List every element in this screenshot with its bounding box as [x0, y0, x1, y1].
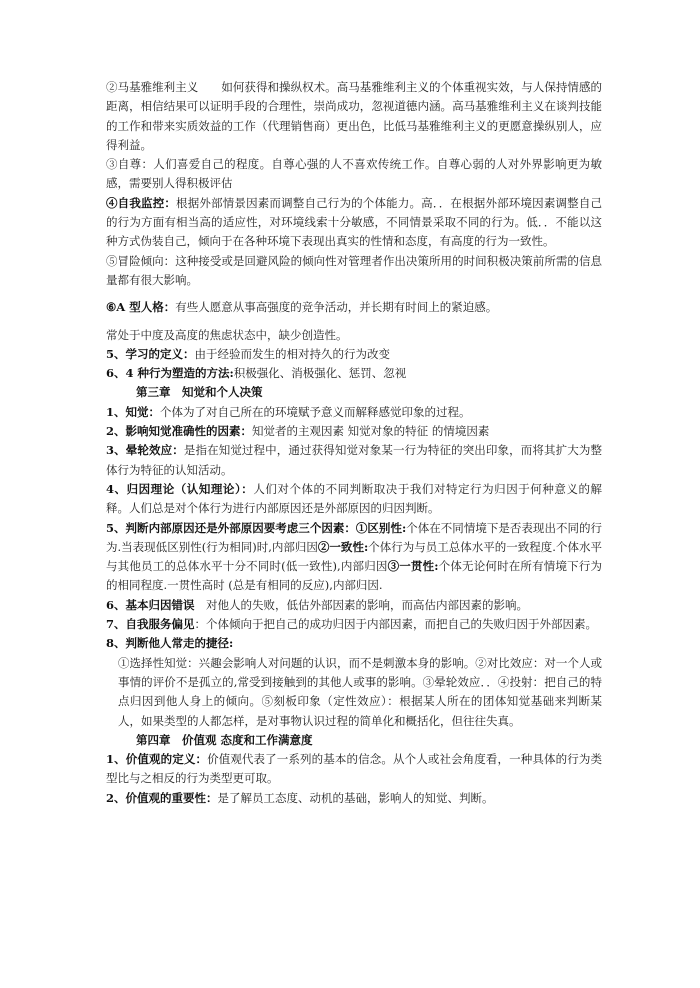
para-attribution: [106, 480, 602, 519]
para-values-def: [106, 750, 602, 789]
para-risk-taking: ⑤冒险倾向：这种接受或是回避风险的倾向性对管理者作出决策所用的时间积极决策前所需的信息量都有很大影响。: [106, 253, 602, 287]
type-a-label: ⑥A 型人格：: [106, 300, 176, 315]
para-values-importance: [106, 789, 602, 808]
chapter-3-heading: 第三章 知觉和个人决策: [136, 385, 263, 400]
perception-text: 个体为了对自己所在的环境赋予意义而解释感觉印象的过程。: [160, 404, 471, 419]
consensus-text: 个体行为与员工总体水平的一致程度.个体水平与其他员工的总体水平十分不同时(低一致性),内部归因: [106, 539, 602, 574]
halo-effect-text: 是指在知觉过程中，通过获得知觉对象某一行为特征的突出印象，而将其扩大为整体行为特征的认知活动。: [106, 443, 602, 477]
para-perception: [106, 403, 602, 422]
attribution-error-text: 对他人的失败，低估外部因素的影响，而高估内部因素的影响。: [194, 597, 529, 612]
perception-label: 1、知觉：: [106, 404, 161, 419]
self-monitoring-text: 根据外部情景因素而调整自己行为的个体能力。高．．在根据外部环境因素调整自己的行为方面有相当高的适应性，对环境线索十分敏感，不同情景采取不同的行为。低．．不能以这种方式伪装自己，倾向于在各种环境下表现出真实的性情和态度，有高度的行为一致性。: [106, 195, 603, 249]
distinctiveness-label: ①区别性:: [355, 520, 407, 535]
para-machiavellianism: ②马基雅维利主义 如何获得和操纵权术。高马基雅维利主义的个体重视实效，与人保持情感的距离，相信结果可以证明手段的合理性，崇尚成功，忽视道德内涵。高马基雅维利主义在谈判技能的工作和带来实质效益的工作（代理销售商）更出色，比低马基雅维利主义的更愿意操纵别人，应得利益。: [106, 80, 602, 152]
consensus-label: ②一致性:: [317, 539, 369, 554]
values-def-text: 价值观代表了一系列的基本的信念。从个人或社会角度看，一种具体的行为类型比与之相反的行为类型更可取。: [106, 752, 602, 786]
shaping-methods-text: 积极强化、消极强化、惩罚、忽视: [233, 366, 407, 381]
attribution-error-label: 6、基本归因错误: [106, 597, 195, 612]
para-learning-def: [106, 345, 602, 364]
para-anxiety: 常处于中度及高度的焦虑状态中，缺少创造性。: [106, 327, 348, 342]
type-a-text: 有些人愿意从事高强度的竞争活动，并长期有时间上的紧迫感。: [175, 300, 498, 315]
para-three-factors: [106, 519, 602, 596]
values-importance-text: 是了解员工态度、动机的基础，影响人的知觉、判断。: [217, 790, 494, 805]
para-attribution-error: [106, 596, 602, 615]
learning-def-text: 由于经验而发生的相对持久的行为改变: [194, 346, 391, 361]
learning-def-label: 5、学习的定义：: [106, 346, 195, 361]
distinctiveness-text: 个体在不同情境下是否表现出不同的行为.当表现低区别性(行为相同)时,内部归因: [106, 520, 603, 554]
self-serving-bias-text: ：个体倾向于把自己的成功归因于内部因素，而把自己的失败归因于外部因素。: [194, 617, 598, 632]
accuracy-factors-text: 知觉者的主观因素 知觉对象的特征 的情境因素: [252, 424, 490, 439]
para-shortcuts-heading: 8、判断他人常走的捷径:: [106, 636, 234, 651]
chapter-4-heading: 第四章 价值观 态度和工作满意度: [136, 732, 313, 747]
para-shortcuts: ①选择性知觉：兴趣会影响人对问题的认识，而不是刺激本身的影响。②对比效应：对一个人或事情的评价不是孤立的,常受到接触到的其他人或事的影响。③晕轮效应．．④投射：把自己的特点归因到他人身上的倾向。⑤刻板印象（定性效应）：根据某人所在的团体知觉基础来判断某人，如果类型的人都怎样，是对事物认识过程的简单化和概括化，但往往失真。: [118, 655, 602, 728]
three-factors-label: 5、判断内部原因还是外部原因要考虑三个因素：: [106, 520, 356, 535]
document-page: [106, 78, 602, 808]
consistency-label: ③一贯性:: [387, 559, 439, 574]
values-def-label: 1、价值观的定义：: [106, 752, 208, 767]
para-shaping-methods: [106, 364, 602, 383]
para-type-a: [106, 298, 602, 317]
para-self-esteem: ③自尊：人们喜爱自己的程度。自尊心强的人不喜欢传统工作。自尊心弱的人对外界影响更为敏感，需要别人得积极评估: [106, 157, 602, 191]
accuracy-factors-label: 2、影响知觉准确性的因素：: [106, 424, 253, 439]
para-accuracy-factors: [106, 422, 602, 441]
shaping-methods-label: 6、4 种行为塑造的方法:: [106, 366, 234, 381]
attribution-label: 4、归因理论（认知理论）：: [106, 481, 254, 496]
consistency-text: 个体无论何时在所有情境下行为的相同程度.一贯性高时 (总是有相同的反应),内部归因.: [106, 559, 602, 593]
self-serving-bias-label: 7、自我服务偏见: [106, 617, 195, 632]
self-monitoring-label: ④自我监控：: [106, 195, 177, 210]
para-self-monitoring: [106, 194, 602, 252]
halo-effect-label: 3、晕轮效应：: [106, 443, 184, 458]
attribution-text: 人们对个体的不同判断取决于我们对特定行为归因于何种意义的解释。人们总是对个体行为进行内部原因还是外部原因的归因判断。: [106, 481, 602, 516]
para-self-serving-bias: [106, 615, 602, 634]
para-halo-effect: [106, 441, 602, 480]
values-importance-label: 2、价值观的重要性：: [106, 790, 218, 805]
